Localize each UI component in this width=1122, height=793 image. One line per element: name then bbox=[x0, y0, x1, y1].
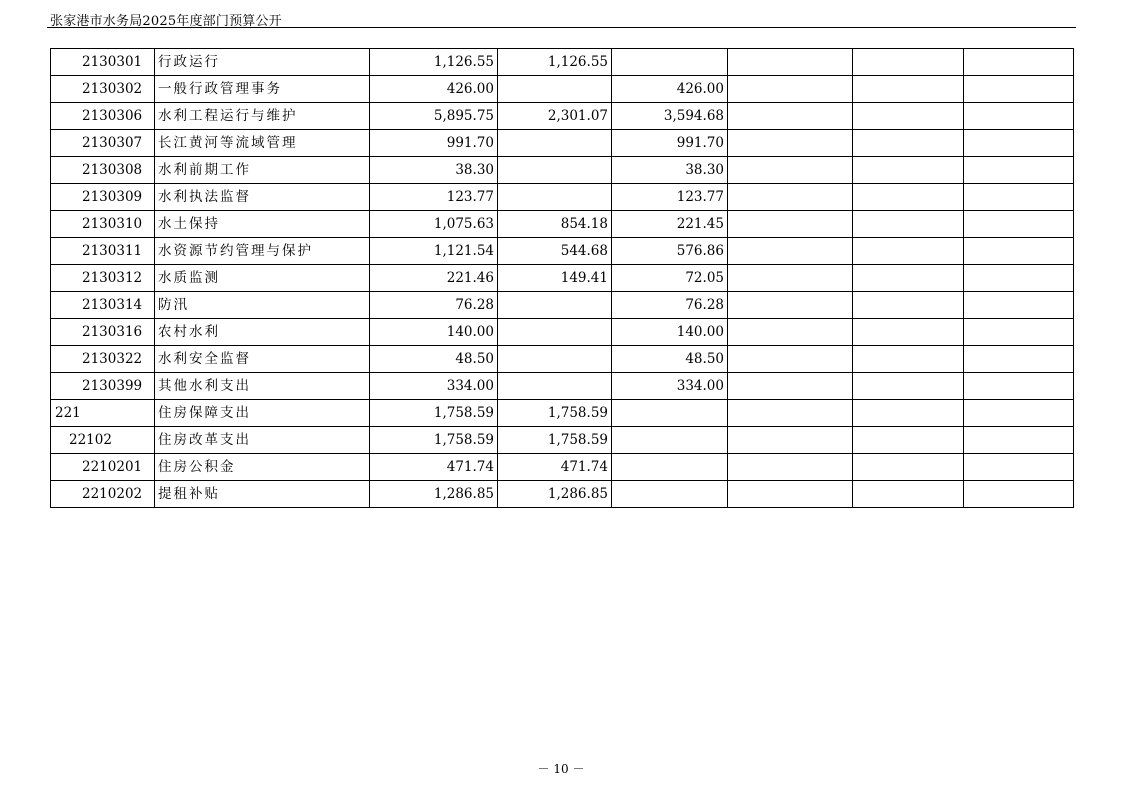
table-row bbox=[51, 184, 1074, 211]
cell-total: 123.77 bbox=[370, 184, 498, 211]
cell-name: 住房改革支出 bbox=[155, 427, 370, 454]
cell-col-5 bbox=[853, 346, 964, 373]
cell-total: 1,758.59 bbox=[370, 427, 498, 454]
cell-code: 2210201 bbox=[51, 454, 155, 481]
cell-col-4 bbox=[728, 373, 853, 400]
cell-project-expenditure: 991.70 bbox=[612, 130, 728, 157]
cell-name: 长江黄河等流域管理 bbox=[155, 130, 370, 157]
cell-col-6 bbox=[964, 184, 1074, 211]
cell-total: 991.70 bbox=[370, 130, 498, 157]
page-number: － 10 － bbox=[537, 762, 585, 776]
cell-project-expenditure bbox=[612, 427, 728, 454]
cell-basic-expenditure: 1,758.59 bbox=[498, 400, 612, 427]
cell-col-5 bbox=[853, 265, 964, 292]
cell-name: 住房公积金 bbox=[155, 454, 370, 481]
page-header-title: 张家港市水务局2025年度部门预算公开 bbox=[50, 14, 282, 29]
cell-project-expenditure: 72.05 bbox=[612, 265, 728, 292]
cell-code: 2130312 bbox=[51, 265, 155, 292]
cell-col-4 bbox=[728, 103, 853, 130]
cell-project-expenditure: 76.28 bbox=[612, 292, 728, 319]
cell-code: 2130316 bbox=[51, 319, 155, 346]
cell-col-5 bbox=[853, 76, 964, 103]
cell-name: 水利前期工作 bbox=[155, 157, 370, 184]
cell-col-6 bbox=[964, 346, 1074, 373]
cell-col-6 bbox=[964, 130, 1074, 157]
cell-total: 426.00 bbox=[370, 76, 498, 103]
cell-basic-expenditure bbox=[498, 184, 612, 211]
cell-col-6 bbox=[964, 373, 1074, 400]
cell-name: 农村水利 bbox=[155, 319, 370, 346]
table-row bbox=[51, 454, 1074, 481]
cell-col-6 bbox=[964, 103, 1074, 130]
cell-col-5 bbox=[853, 319, 964, 346]
table-row bbox=[51, 319, 1074, 346]
cell-col-5 bbox=[853, 103, 964, 130]
cell-total: 140.00 bbox=[370, 319, 498, 346]
cell-col-4 bbox=[728, 292, 853, 319]
cell-col-5 bbox=[853, 481, 964, 508]
cell-col-5 bbox=[853, 373, 964, 400]
table-row bbox=[51, 373, 1074, 400]
cell-project-expenditure: 334.00 bbox=[612, 373, 728, 400]
cell-code: 2130322 bbox=[51, 346, 155, 373]
cell-basic-expenditure bbox=[498, 319, 612, 346]
table-row bbox=[51, 400, 1074, 427]
cell-basic-expenditure: 854.18 bbox=[498, 211, 612, 238]
table-row bbox=[51, 427, 1074, 454]
cell-code: 2130308 bbox=[51, 157, 155, 184]
table-row bbox=[51, 130, 1074, 157]
cell-col-6 bbox=[964, 292, 1074, 319]
cell-name: 水资源节约管理与保护 bbox=[155, 238, 370, 265]
cell-code: 2130309 bbox=[51, 184, 155, 211]
cell-total: 76.28 bbox=[370, 292, 498, 319]
cell-col-5 bbox=[853, 157, 964, 184]
cell-basic-expenditure: 2,301.07 bbox=[498, 103, 612, 130]
table-row bbox=[51, 76, 1074, 103]
cell-col-4 bbox=[728, 400, 853, 427]
cell-basic-expenditure bbox=[498, 292, 612, 319]
cell-basic-expenditure: 1,758.59 bbox=[498, 427, 612, 454]
cell-col-5 bbox=[853, 454, 964, 481]
cell-total: 1,121.54 bbox=[370, 238, 498, 265]
table-row bbox=[51, 211, 1074, 238]
cell-total: 1,758.59 bbox=[370, 400, 498, 427]
cell-project-expenditure: 140.00 bbox=[612, 319, 728, 346]
cell-code: 22102 bbox=[51, 427, 155, 454]
cell-basic-expenditure: 471.74 bbox=[498, 454, 612, 481]
cell-col-4 bbox=[728, 319, 853, 346]
cell-col-6 bbox=[964, 427, 1074, 454]
table-row bbox=[51, 481, 1074, 508]
cell-name: 一般行政管理事务 bbox=[155, 76, 370, 103]
cell-col-6 bbox=[964, 49, 1074, 76]
header-divider bbox=[47, 27, 1076, 28]
cell-col-6 bbox=[964, 211, 1074, 238]
table-row bbox=[51, 157, 1074, 184]
cell-col-4 bbox=[728, 130, 853, 157]
cell-col-6 bbox=[964, 157, 1074, 184]
budget-table bbox=[50, 48, 1074, 508]
cell-col-4 bbox=[728, 238, 853, 265]
cell-col-6 bbox=[964, 319, 1074, 346]
cell-col-4 bbox=[728, 211, 853, 238]
cell-col-5 bbox=[853, 49, 964, 76]
cell-col-6 bbox=[964, 76, 1074, 103]
cell-project-expenditure: 576.86 bbox=[612, 238, 728, 265]
cell-col-4 bbox=[728, 346, 853, 373]
cell-col-5 bbox=[853, 292, 964, 319]
cell-col-6 bbox=[964, 481, 1074, 508]
cell-project-expenditure bbox=[612, 400, 728, 427]
cell-code: 2130307 bbox=[51, 130, 155, 157]
cell-name: 水利工程运行与维护 bbox=[155, 103, 370, 130]
cell-code: 2130314 bbox=[51, 292, 155, 319]
cell-name: 防汛 bbox=[155, 292, 370, 319]
cell-code: 2130302 bbox=[51, 76, 155, 103]
cell-basic-expenditure bbox=[498, 130, 612, 157]
cell-name: 其他水利支出 bbox=[155, 373, 370, 400]
cell-project-expenditure: 48.50 bbox=[612, 346, 728, 373]
cell-total: 5,895.75 bbox=[370, 103, 498, 130]
cell-basic-expenditure: 1,286.85 bbox=[498, 481, 612, 508]
cell-project-expenditure: 426.00 bbox=[612, 76, 728, 103]
cell-name: 水利执法监督 bbox=[155, 184, 370, 211]
table-row bbox=[51, 103, 1074, 130]
cell-code: 2130311 bbox=[51, 238, 155, 265]
cell-basic-expenditure bbox=[498, 373, 612, 400]
cell-name: 行政运行 bbox=[155, 49, 370, 76]
cell-project-expenditure bbox=[612, 481, 728, 508]
cell-project-expenditure: 3,594.68 bbox=[612, 103, 728, 130]
cell-name: 提租补贴 bbox=[155, 481, 370, 508]
cell-code: 2130399 bbox=[51, 373, 155, 400]
cell-total: 221.46 bbox=[370, 265, 498, 292]
cell-total: 48.50 bbox=[370, 346, 498, 373]
cell-code: 2130310 bbox=[51, 211, 155, 238]
cell-col-6 bbox=[964, 238, 1074, 265]
cell-code: 2130306 bbox=[51, 103, 155, 130]
cell-project-expenditure: 123.77 bbox=[612, 184, 728, 211]
table-row bbox=[51, 265, 1074, 292]
table-row bbox=[51, 49, 1074, 76]
cell-name: 水利安全监督 bbox=[155, 346, 370, 373]
cell-col-4 bbox=[728, 184, 853, 211]
cell-col-6 bbox=[964, 400, 1074, 427]
cell-col-5 bbox=[853, 184, 964, 211]
cell-col-5 bbox=[853, 130, 964, 157]
cell-project-expenditure bbox=[612, 454, 728, 481]
cell-col-6 bbox=[964, 265, 1074, 292]
cell-project-expenditure: 38.30 bbox=[612, 157, 728, 184]
cell-col-6 bbox=[964, 454, 1074, 481]
table-row bbox=[51, 238, 1074, 265]
cell-col-4 bbox=[728, 427, 853, 454]
cell-basic-expenditure: 149.41 bbox=[498, 265, 612, 292]
cell-total: 471.74 bbox=[370, 454, 498, 481]
cell-col-5 bbox=[853, 211, 964, 238]
cell-col-4 bbox=[728, 157, 853, 184]
cell-col-5 bbox=[853, 400, 964, 427]
cell-total: 1,126.55 bbox=[370, 49, 498, 76]
cell-basic-expenditure bbox=[498, 157, 612, 184]
cell-col-5 bbox=[853, 427, 964, 454]
cell-name: 水土保持 bbox=[155, 211, 370, 238]
cell-project-expenditure bbox=[612, 49, 728, 76]
cell-total: 334.00 bbox=[370, 373, 498, 400]
cell-total: 1,286.85 bbox=[370, 481, 498, 508]
cell-basic-expenditure bbox=[498, 76, 612, 103]
cell-basic-expenditure: 1,126.55 bbox=[498, 49, 612, 76]
cell-basic-expenditure: 544.68 bbox=[498, 238, 612, 265]
cell-col-4 bbox=[728, 49, 853, 76]
cell-name: 水质监测 bbox=[155, 265, 370, 292]
cell-code: 221 bbox=[51, 400, 155, 427]
cell-col-4 bbox=[728, 481, 853, 508]
cell-col-4 bbox=[728, 76, 853, 103]
cell-code: 2210202 bbox=[51, 481, 155, 508]
budget-table-body bbox=[51, 49, 1074, 508]
cell-name: 住房保障支出 bbox=[155, 400, 370, 427]
cell-project-expenditure: 221.45 bbox=[612, 211, 728, 238]
cell-col-4 bbox=[728, 454, 853, 481]
table-row bbox=[51, 346, 1074, 373]
cell-col-4 bbox=[728, 265, 853, 292]
table-row bbox=[51, 292, 1074, 319]
cell-code: 2130301 bbox=[51, 49, 155, 76]
cell-total: 1,075.63 bbox=[370, 211, 498, 238]
cell-col-5 bbox=[853, 238, 964, 265]
cell-basic-expenditure bbox=[498, 346, 612, 373]
cell-total: 38.30 bbox=[370, 157, 498, 184]
